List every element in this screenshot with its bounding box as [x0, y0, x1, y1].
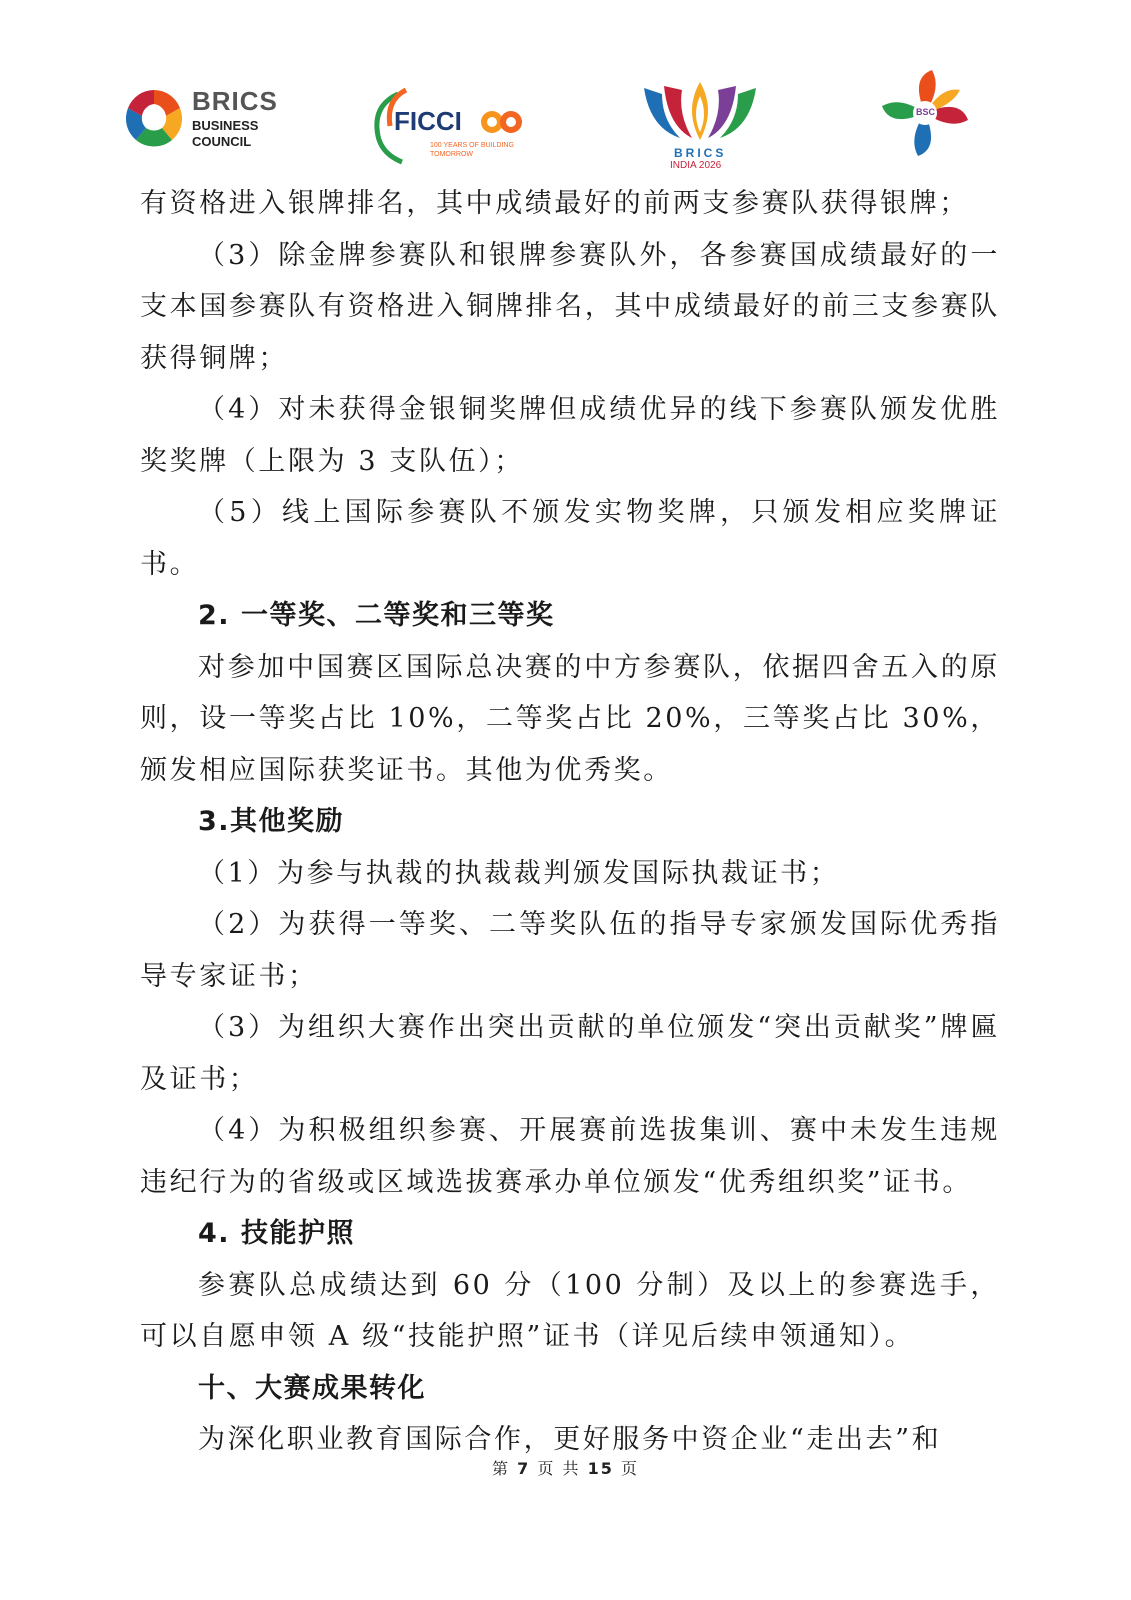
- paragraph-excellence-medal: （4）对未获得金银铜奖牌但成绩优异的线下参赛队颁发优胜奖奖牌（上限为 3 支队伍）；: [140, 394, 1000, 477]
- footer-total-pages: 15: [587, 1459, 614, 1478]
- brics-india-sub: INDIA 2026: [670, 160, 722, 171]
- ficci-tagline-1: 100 YEARS OF BUILDING: [430, 142, 514, 149]
- ficci-tagline-2: TOMORROW: [430, 151, 474, 158]
- page-footer: [0, 1456, 1131, 1479]
- brics-bc-line2: BUSINESS: [192, 118, 259, 133]
- footer-suffix: 页: [620, 1459, 639, 1478]
- heading-skill-passport: 4. 技能护照: [198, 1218, 355, 1249]
- paragraph-organization-award: （4）为积极组织参赛、开展赛前选拔集训、赛中未发生违规违纪行为的省级或区域选拔赛承办单位颁发“优秀组织奖”证书。: [140, 1115, 1000, 1198]
- brics-india-name: BRICS: [674, 146, 727, 160]
- brics-star-icon: [122, 86, 186, 150]
- ficci-100-logo: [368, 86, 528, 166]
- paragraph-referee-cert: （1）为参与执裁的执裁裁判颁发国际执裁证书；: [198, 857, 840, 889]
- paragraph-results-transformation: 为深化职业教育国际合作，更好服务中资企业“走出去”和: [198, 1424, 942, 1455]
- ficci-name: FICCI: [394, 106, 462, 136]
- paragraph-bronze: （3）除金牌参赛队和银牌参赛队外，各参赛国成绩最好的一支本国参赛队有资格进入铜牌排名，其中成绩最好的前三支参赛队获得铜牌；: [140, 239, 1000, 374]
- lotus-icon: [640, 80, 760, 150]
- document-body: [140, 178, 1000, 1466]
- heading-other-awards: 3.其他奖励: [198, 806, 345, 837]
- brics-bc-line3: COUNCIL: [192, 134, 252, 149]
- footer-middle: 页 共: [537, 1459, 581, 1478]
- paragraph-contribution-award: （3）为组织大赛作出突出贡献的单位颁发“突出贡献奖”牌匾及证书；: [140, 1012, 1000, 1095]
- brics-business-council-logo: [122, 86, 278, 156]
- paragraph-expert-cert: （2）为获得一等奖、二等奖队伍的指导专家颁发国际优秀指导专家证书；: [140, 909, 1000, 992]
- brics-india-2026-logo: [640, 80, 760, 170]
- paragraph-skill-passport: 参赛队总成绩达到 60 分（100 分制）及以上的参赛选手，可以自愿申领 A 级“技能护照”证书（详见后续申领通知）。: [140, 1269, 1000, 1352]
- footer-prefix: 第: [492, 1459, 511, 1478]
- brics-bc-line1: BRICS: [192, 86, 278, 116]
- heading-results-transformation: 十、大赛成果转化: [198, 1372, 426, 1404]
- heading-prizes: 2. 一等奖、二等奖和三等奖: [198, 600, 555, 631]
- paragraph-prize-ratio: 对参加中国赛区国际总决赛的中方参赛队，依据四舍五入的原则，设一等奖占比 10%，二等奖占比 20%，三等奖占比 30%，颁发相应国际获奖证书。其他为优秀奖。: [140, 651, 1000, 786]
- footer-page-number: 7: [517, 1459, 531, 1478]
- bsc-logo: [880, 68, 970, 158]
- bsc-name: BSC: [916, 107, 936, 117]
- paragraph-online-teams: （5）线上国际参赛队不颁发实物奖牌，只颁发相应奖牌证书。: [140, 497, 1000, 580]
- logo-bar: [0, 68, 1131, 178]
- paragraph-silver-continued: 有资格进入银牌排名，其中成绩最好的前两支参赛队获得银牌；: [140, 188, 969, 219]
